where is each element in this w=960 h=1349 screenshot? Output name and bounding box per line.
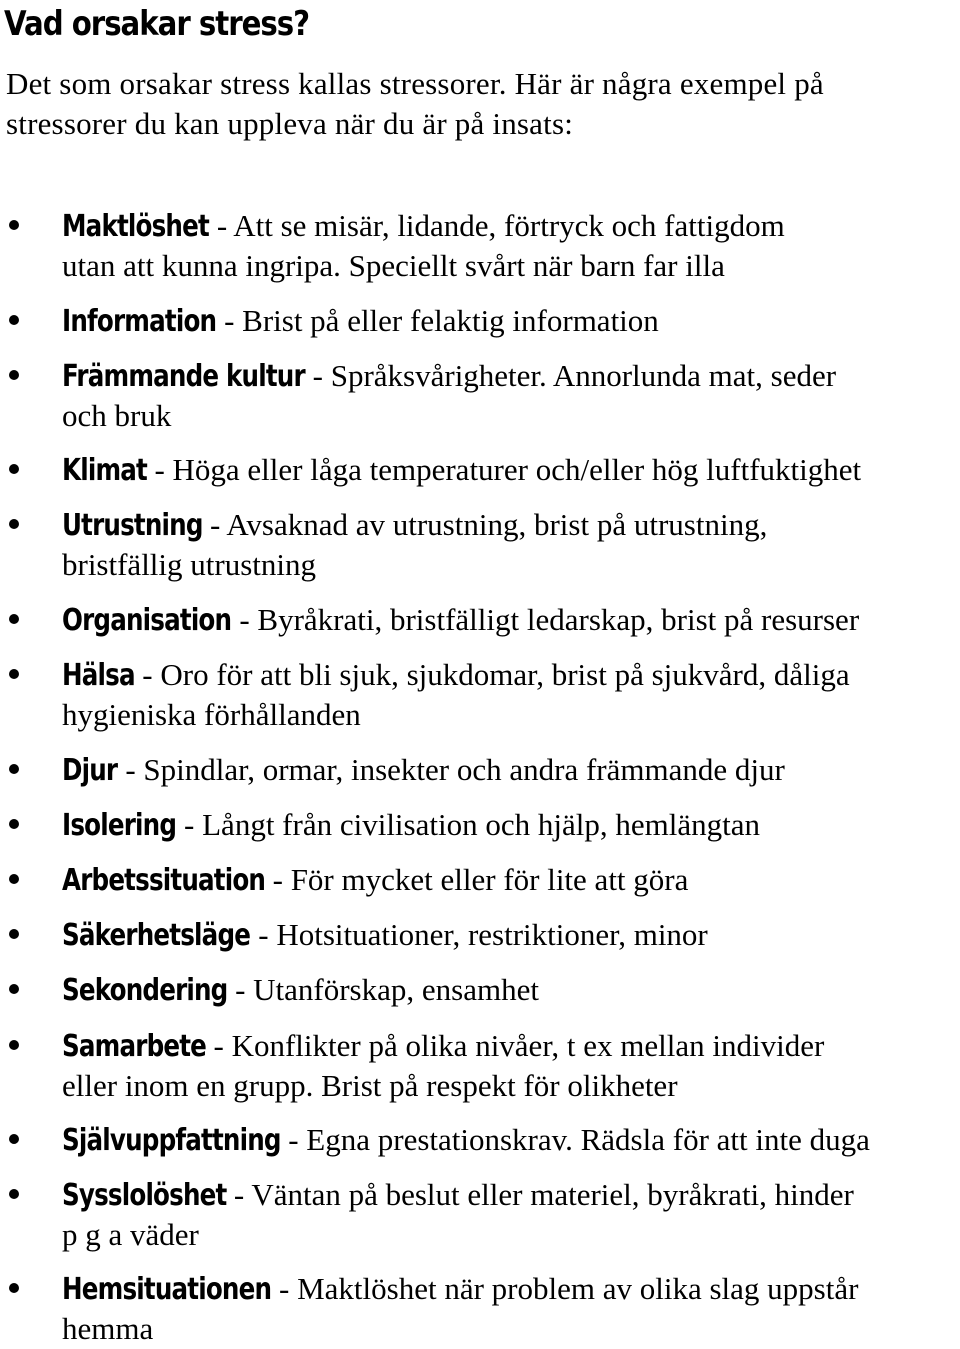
item-line [62, 655, 850, 696]
item-line [62, 356, 836, 397]
item-line [62, 301, 659, 342]
item-description: Egna prestationskrav. Rädsla för att inte duga [306, 1122, 870, 1157]
item-separator: - [216, 303, 243, 338]
item-term: Arbetssituation [62, 863, 266, 898]
item-term: Främmande kultur [62, 359, 305, 394]
item-description: För mycket eller för lite att göra [290, 862, 689, 897]
bullet-icon [9, 220, 19, 230]
item-description-continued: eller inom en grupp. Brist på respekt för olikheter [62, 1068, 678, 1103]
item-line [62, 545, 316, 585]
bullet-icon [9, 984, 19, 994]
item-description: Väntan på beslut eller materiel, byråkrati, hinder [251, 1177, 854, 1212]
item-separator: - [271, 1271, 298, 1306]
item-description: Konflikter på olika nivåer, t ex mellan individer [231, 1028, 825, 1063]
bullet-icon [9, 819, 19, 829]
item-line [62, 600, 859, 641]
item-line [62, 206, 785, 247]
item-separator: - [209, 208, 234, 243]
item-description-continued: bristfällig utrustning [62, 547, 317, 582]
bullet-icon [9, 764, 19, 774]
item-description: Byråkrati, bristfälligt ledarskap, brist på resurser [257, 602, 860, 637]
item-line [62, 396, 171, 436]
item-description: Hotsituationer, restriktioner, minor [276, 917, 708, 952]
item-description: Att se misär, lidande, förtryck och fattigdom [233, 208, 785, 243]
item-separator: - [146, 452, 173, 487]
item-term: Djur [62, 753, 118, 788]
item-term: Klimat [62, 453, 148, 488]
bullet-icon [9, 1040, 19, 1050]
item-separator: - [226, 1177, 252, 1212]
item-term: Organisation [62, 603, 232, 638]
item-line [62, 1269, 858, 1310]
bullet-icon [9, 614, 19, 624]
item-description: Spindlar, ormar, insekter och andra främmande djur [143, 752, 785, 787]
bullet-icon [9, 370, 19, 380]
bullet-icon [9, 464, 19, 474]
item-term: Information [62, 304, 217, 339]
intro-line-2: stressorer du kan uppleva när du är på insats: [6, 106, 574, 141]
item-term: Sekondering [62, 973, 228, 1008]
bullet-icon [9, 1283, 19, 1293]
item-description-continued: hygieniska förhållanden [62, 697, 361, 732]
item-separator: - [176, 807, 203, 842]
item-term: Maktlöshet [62, 209, 209, 244]
bullet-icon [9, 1189, 19, 1199]
item-term: Isolering [62, 808, 177, 843]
item-description-continued: hemma [62, 1311, 154, 1346]
item-line [62, 695, 361, 735]
item-term: Sysslolöshet [62, 1178, 227, 1213]
item-line [62, 1215, 199, 1255]
intro-line-1: Det som orsakar stress kallas stressorer. Här är några exempel på [6, 66, 824, 101]
item-line [62, 970, 539, 1011]
item-description-continued: p g a väder [62, 1217, 199, 1252]
item-description: Oro för att bli sjuk, sjukdomar, brist på sjukvård, dåliga [160, 657, 850, 692]
item-line [62, 505, 767, 546]
item-separator: - [231, 602, 258, 637]
item-line [62, 805, 760, 846]
item-term: Hemsituationen [62, 1272, 272, 1307]
item-separator: - [117, 752, 144, 787]
bullet-icon [9, 519, 19, 529]
item-description-continued: och bruk [62, 398, 172, 433]
bullet-icon [9, 1134, 19, 1144]
bullet-icon [9, 315, 19, 325]
item-term: Självuppfattning [62, 1123, 281, 1158]
bullet-icon [9, 669, 19, 679]
item-separator: - [205, 1028, 232, 1063]
item-separator: - [250, 917, 277, 952]
item-description: Brist på eller felaktig information [242, 303, 659, 338]
item-separator: - [227, 972, 254, 1007]
item-description-continued: utan att kunna ingripa. Speciellt svårt när barn far illa [62, 248, 725, 283]
item-line [62, 915, 708, 956]
item-separator: - [304, 358, 331, 393]
item-separator: - [280, 1122, 307, 1157]
item-line [62, 450, 861, 491]
item-description: Maktlöshet när problem av olika slag uppstår [297, 1271, 859, 1306]
item-term: Hälsa [62, 658, 135, 693]
item-term: Säkerhetsläge [62, 918, 251, 953]
item-description: Avsaknad av utrustning, brist på utrustning, [226, 507, 768, 542]
item-line [62, 1026, 824, 1067]
item-line [62, 1120, 870, 1161]
bullet-icon [9, 929, 19, 939]
bullet-icon [9, 874, 19, 884]
item-separator: - [202, 507, 227, 542]
item-separator: - [264, 862, 291, 897]
item-term: Utrustning [62, 508, 203, 543]
item-description: Långt från civilisation och hjälp, hemlängtan [202, 807, 760, 842]
item-line [62, 860, 688, 901]
item-line [62, 1309, 153, 1349]
item-separator: - [134, 657, 161, 692]
item-line [62, 246, 725, 286]
item-description: Språksvårigheter. Annorlunda mat, seder [330, 358, 837, 393]
item-line [62, 1175, 854, 1216]
item-line [62, 1066, 678, 1106]
item-description: Höga eller låga temperaturer och/eller hög luftfuktighet [172, 452, 862, 487]
item-term: Samarbete [62, 1029, 207, 1064]
item-line [62, 750, 785, 791]
item-description: Utanförskap, ensamhet [253, 972, 539, 1007]
page-title: Vad orsakar stress? [4, 4, 310, 44]
